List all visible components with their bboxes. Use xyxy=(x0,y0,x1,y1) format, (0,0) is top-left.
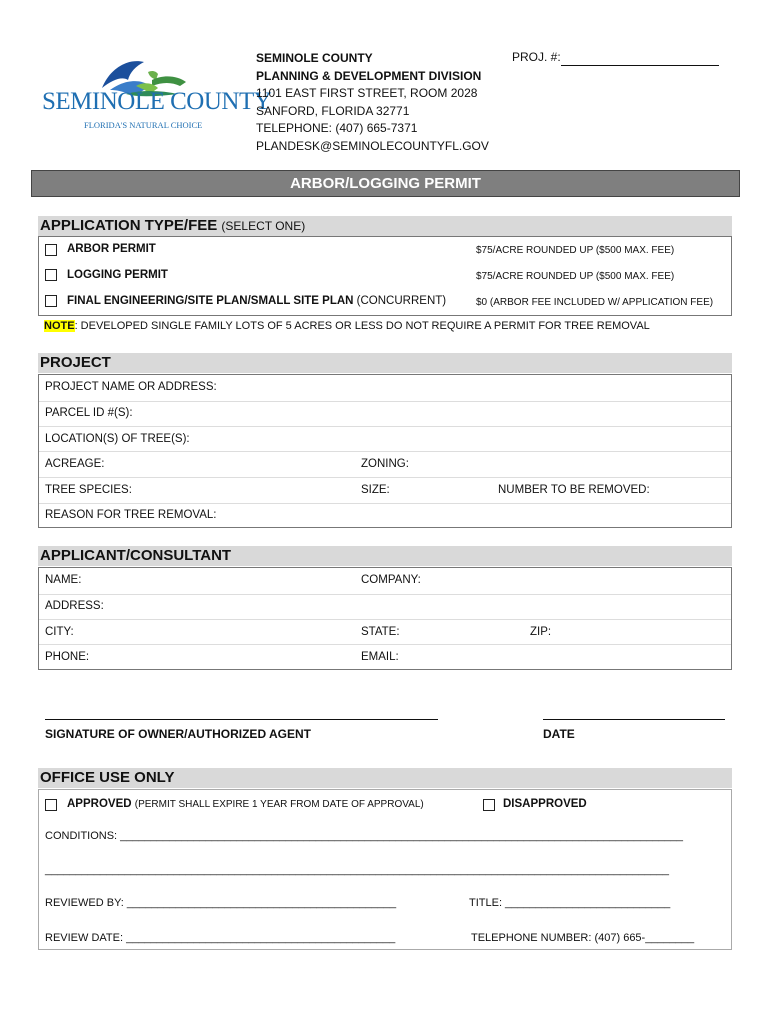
approved-checkbox[interactable] xyxy=(45,799,57,811)
disapproved-label: DISAPPROVED xyxy=(503,798,587,810)
zoning-label: ZONING: xyxy=(361,458,409,470)
address-row[interactable] xyxy=(39,594,731,619)
reviewed-by-field[interactable]: REVIEWED BY: ____________________________________________ xyxy=(45,897,397,909)
final-engineering-label-extra: (CONCURRENT) xyxy=(356,295,447,307)
applicant-box xyxy=(38,567,732,670)
application-type-box xyxy=(38,236,732,316)
telephone: TELEPHONE: (407) 665-7371 xyxy=(256,121,418,136)
review-date-field[interactable]: REVIEW DATE: ____________________________________________ xyxy=(45,932,396,944)
city-label: CITY: xyxy=(45,626,74,638)
org-name: SEMINOLE COUNTY xyxy=(256,51,373,65)
parcel-id-row[interactable] xyxy=(39,401,731,426)
zip-label: ZIP: xyxy=(530,626,552,638)
email-label: EMAIL: xyxy=(361,651,399,663)
owner-signature-line[interactable] xyxy=(45,719,438,720)
removal-reason-row[interactable] xyxy=(39,503,731,528)
phone-email-row[interactable] xyxy=(39,644,731,670)
division-name: PLANNING & DEVELOPMENT DIVISION xyxy=(256,68,482,83)
note-text: : DEVELOPED SINGLE FAMILY LOTS OF 5 ACRES OR LESS DO NOT REQUIRE A PERMIT FOR TREE REMOVAL xyxy=(74,320,650,332)
office-use-box xyxy=(38,789,732,950)
conditions-line-2[interactable]: ______________________________________________________________________________________________________ xyxy=(45,864,670,876)
tree-location-row[interactable] xyxy=(39,426,731,451)
note-label: NOTE xyxy=(44,320,75,332)
application-heading-sub: (SELECT ONE) xyxy=(221,219,306,233)
office-use-heading: OFFICE USE ONLY xyxy=(38,768,732,788)
applicant-heading: APPLICANT/CONSULTANT xyxy=(38,546,732,566)
logo-text: SEMINOLE COUNTY xyxy=(42,88,272,115)
disapproved-checkbox[interactable] xyxy=(483,799,495,811)
proj-number-label: PROJ. #: xyxy=(512,50,561,64)
form-title: ARBOR/LOGGING PERMIT xyxy=(31,170,740,197)
owner-signature-label: SIGNATURE OF OWNER/AUTHORIZED AGENT xyxy=(45,727,311,741)
title-field[interactable]: TITLE: ___________________________ xyxy=(469,897,671,909)
number-removed-label: NUMBER TO BE REMOVED: xyxy=(498,484,650,496)
final-engineering-label-text: FINAL ENGINEERING/SITE PLAN/SMALL SITE PLAN xyxy=(67,295,354,307)
arbor-permit-checkbox[interactable] xyxy=(45,244,57,256)
final-engineering-fee: $0 (ARBOR FEE INCLUDED W/ APPLICATION FEE) xyxy=(476,297,714,308)
arbor-permit-label: ARBOR PERMIT xyxy=(67,243,156,255)
phone-label: PHONE: xyxy=(45,651,90,663)
project-name-row[interactable] xyxy=(39,375,731,401)
application-heading-text: APPLICATION TYPE/FEE xyxy=(40,217,218,234)
date-label: DATE xyxy=(543,727,575,741)
seminole-county-logo xyxy=(40,50,272,150)
applicant-name-label: NAME: xyxy=(45,574,82,586)
acreage-label: ACREAGE: xyxy=(45,458,105,470)
logging-permit-label: LOGGING PERMIT xyxy=(67,269,168,281)
company-label: COMPANY: xyxy=(361,574,421,586)
project-name-label: PROJECT NAME OR ADDRESS: xyxy=(45,381,217,393)
logging-permit-fee: $75/ACRE ROUNDED UP ($500 MAX. FEE) xyxy=(476,271,675,282)
project-box xyxy=(38,374,732,528)
address-line-2: SANFORD, FLORIDA 32771 xyxy=(256,103,410,118)
name-company-row[interactable] xyxy=(39,568,731,594)
species-row[interactable] xyxy=(39,477,731,503)
parcel-id-label: PARCEL ID #(S): xyxy=(45,407,133,419)
approved-label: APPROVED xyxy=(67,798,132,810)
logo-tagline: FLORIDA'S NATURAL CHOICE xyxy=(84,120,203,130)
approved-label-group xyxy=(67,798,424,810)
conditions-field[interactable]: CONDITIONS: ____________________________________________________________________________________________ xyxy=(45,830,683,842)
address-line-1: 1101 EAST FIRST STREET, ROOM 2028 xyxy=(256,86,478,101)
address-label: ADDRESS: xyxy=(45,600,104,612)
final-engineering-label xyxy=(67,295,446,307)
proj-number-field[interactable] xyxy=(561,65,719,66)
telephone-number-field[interactable]: TELEPHONE NUMBER: (407) 665-________ xyxy=(471,932,695,944)
approved-note: (PERMIT SHALL EXPIRE 1 YEAR FROM DATE OF APPROVAL) xyxy=(134,799,424,810)
tree-location-label: LOCATION(S) OF TREE(S): xyxy=(45,433,190,445)
arbor-permit-fee: $75/ACRE ROUNDED UP ($500 MAX. FEE) xyxy=(476,245,675,256)
acreage-zoning-row[interactable] xyxy=(39,451,731,477)
project-heading: PROJECT xyxy=(38,353,732,373)
tree-species-label: TREE SPECIES: xyxy=(45,484,132,496)
removal-reason-label: REASON FOR TREE REMOVAL: xyxy=(45,509,217,521)
final-engineering-checkbox[interactable] xyxy=(45,295,57,307)
email: PLANDESK@SEMINOLECOUNTYFL.GOV xyxy=(256,138,489,153)
state-label: STATE: xyxy=(361,626,400,638)
organization-address xyxy=(256,50,489,156)
application-type-heading xyxy=(38,216,732,236)
application-note xyxy=(44,320,650,332)
city-state-zip-row[interactable] xyxy=(39,619,731,644)
date-signature-line[interactable] xyxy=(543,719,725,720)
disapproved-label-group xyxy=(503,798,587,810)
logging-permit-checkbox[interactable] xyxy=(45,269,57,281)
size-label: SIZE: xyxy=(361,484,390,496)
